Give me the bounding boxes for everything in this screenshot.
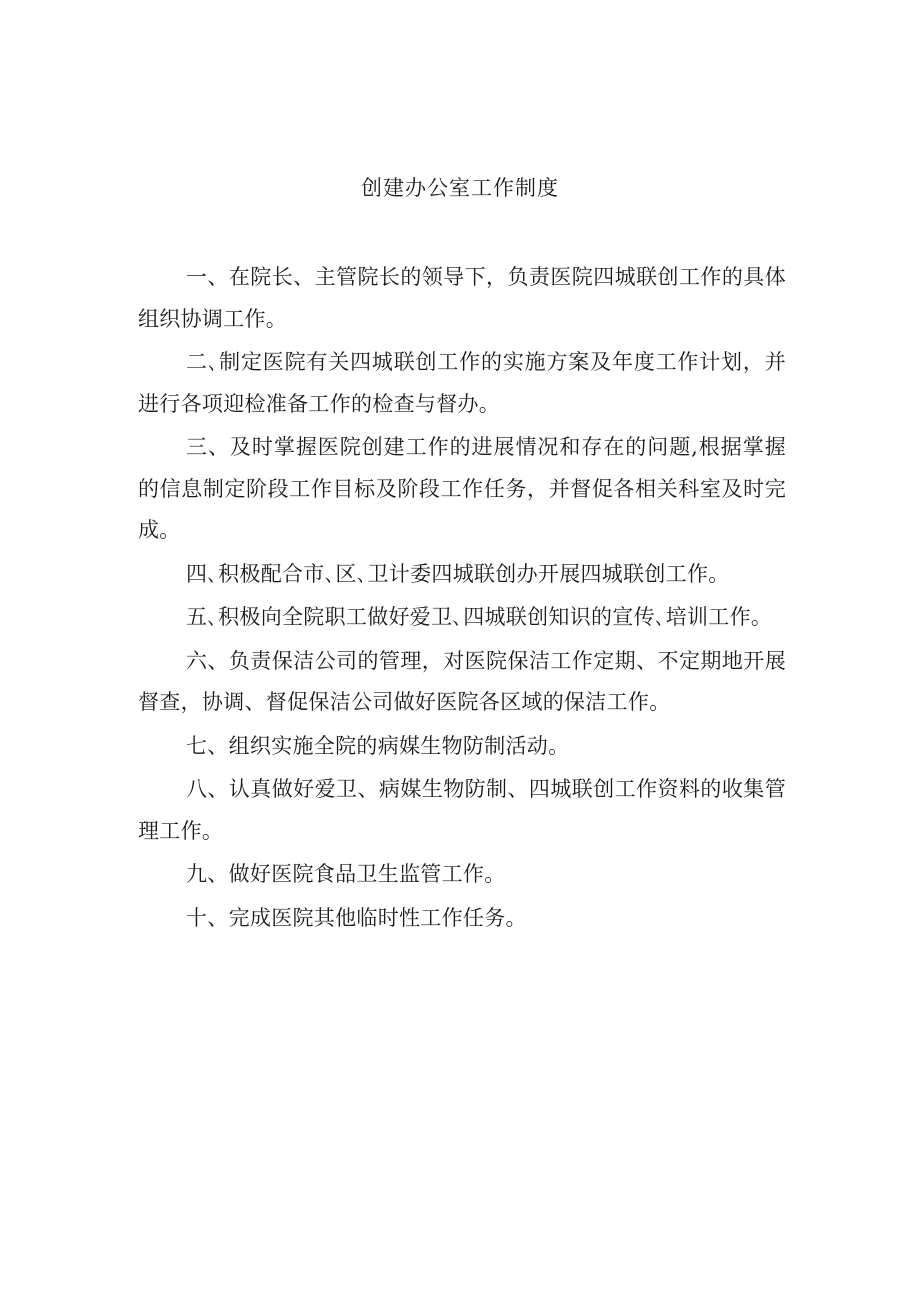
clause-6: 六、负责保洁公司的管理，对医院保洁工作定期、不定期地开展督查，协调、督促保洁公司做好医院各区域的保洁工作。: [138, 648, 786, 714]
clause-7: 七、组织实施全院的病媒生物防制活动。: [186, 733, 570, 758]
clause-10: 十、完成医院其他临时性工作任务。: [186, 905, 527, 930]
document-title: 创建办公室工作制度: [361, 176, 559, 200]
clause-9: 九、做好医院食品卫生监管工作。: [186, 862, 506, 886]
clause-5: 五､积极向全院职工做好爱卫､四城联创知识的宣传､培训工作。: [186, 605, 773, 629]
document-body: [138, 257, 786, 941]
clause-8: 八、认真做好爱卫、病媒生物防制、四城联创工作资料的收集管理工作。: [138, 777, 786, 843]
clause-1: 一、在院长、主管院长的领导下，负责医院四城联创工作的具体组织协调工作。: [138, 265, 786, 331]
clause-4: 四､积极配合市､区､卫计委四城联创办开展四城联创工作。: [186, 561, 730, 586]
clause-2: 二､制定医院有关四城联创工作的实施方案及年度工作计划，并进行各项迎检准备工作的检查与督办。: [138, 350, 786, 416]
clause-3: 三、及时掌握医院创建工作的进展情况和存在的问题,根据掌握的信息制定阶段工作目标及阶段工作任务，并督促各相关科室及时完成。: [138, 435, 786, 542]
